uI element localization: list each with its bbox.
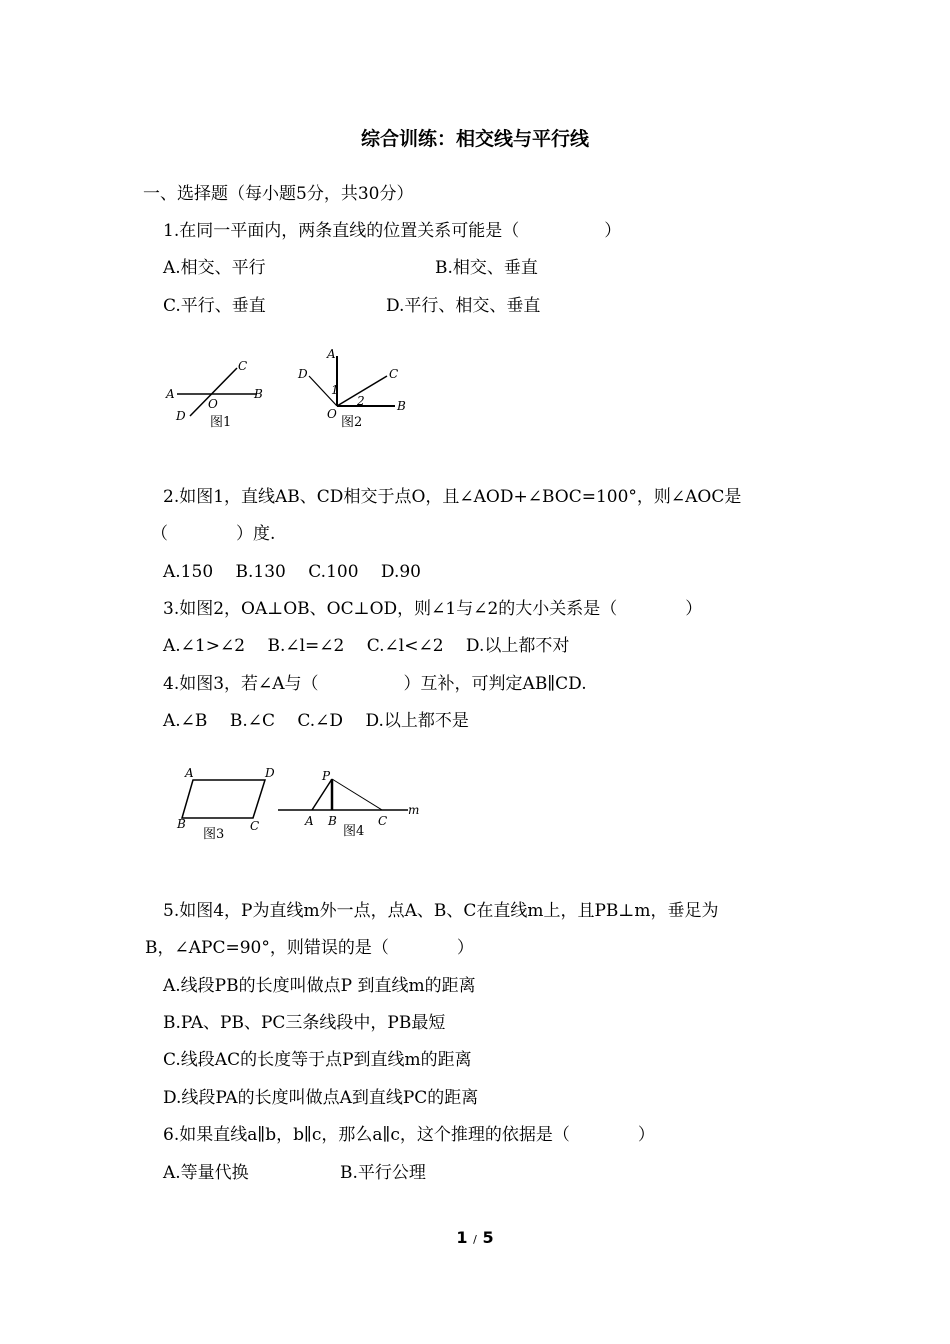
q1-option-d: D.平行、相交、垂直 (386, 296, 541, 316)
label-m: m (408, 803, 420, 817)
q5-option-b: B.PA、PB、PC三条线段中，PB最短 (163, 1013, 446, 1033)
figure-1-caption: 图1 (210, 415, 232, 430)
label-a: A (305, 814, 314, 828)
label-c: C (389, 367, 399, 381)
page-number (0, 1228, 950, 1247)
figure-3 (175, 765, 285, 845)
section-heading: 一、选择题（每小题5分，共30分） (143, 184, 414, 204)
q6-option-a: A.等量代换 (163, 1163, 249, 1183)
label-c: C (250, 819, 260, 833)
label-b: B (397, 399, 406, 413)
label-b: B (328, 814, 337, 828)
label-o: O (327, 407, 337, 421)
total-pages: 5 (482, 1228, 494, 1247)
figure-2 (295, 348, 415, 433)
q4-options: A.∠B B.∠C C.∠D D.以上都不是 (163, 711, 469, 731)
figure-4 (275, 765, 425, 845)
label-c: C (238, 359, 248, 373)
question-3: 3.如图2，OA⊥OB、OC⊥OD，则∠1与∠2的大小关系是（ ） (163, 599, 703, 619)
figure-1 (160, 358, 270, 433)
parallelogram-abcd (182, 780, 265, 818)
page-separator: / (473, 1233, 477, 1246)
q5-option-d: D.线段PA的长度叫做点A到直线PC的距离 (163, 1088, 479, 1108)
question-2-line-2: （ ）度. (151, 524, 276, 544)
label-a: A (185, 766, 194, 780)
question-5-line-2: B，∠APC=90°，则错误的是（ ） (145, 938, 474, 958)
question-1: 1.在同一平面内，两条直线的位置关系可能是（ ） (163, 221, 622, 241)
label-b: B (254, 387, 263, 401)
q5-option-a: A.线段PB的长度叫做点P 到直线m的距离 (163, 976, 476, 996)
label-d: D (176, 409, 186, 423)
label-a: A (166, 387, 175, 401)
label-c: C (378, 814, 388, 828)
label-p: P (322, 769, 331, 783)
angle-1: 1 (331, 383, 339, 397)
question-2-line-1: 2.如图1，直线AB、CD相交于点O，且∠AOD+∠BOC=100°，则∠AOC是 (163, 487, 742, 507)
q1-option-a: A.相交、平行 (163, 258, 266, 278)
label-o: O (208, 397, 218, 411)
angle-2: 2 (357, 394, 365, 408)
label-b: B (177, 817, 186, 831)
figure-3-caption: 图3 (203, 827, 225, 842)
label-a: A (327, 347, 336, 361)
figure-4-caption: 图4 (343, 824, 365, 839)
page-title: 综合训练：相交线与平行线 (360, 128, 589, 150)
question-4: 4.如图3，若∠A与（ ）互补，可判定AB∥CD. (163, 674, 587, 694)
question-5-line-1: 5.如图4，P为直线m外一点，点A、B、C在直线m上，且PB⊥m，垂足为 (163, 901, 719, 921)
segment-pc (332, 779, 382, 810)
q1-option-c: C.平行、垂直 (163, 296, 266, 316)
label-d: D (298, 367, 308, 381)
label-d: D (265, 766, 275, 780)
q1-option-b: B.相交、垂直 (435, 258, 538, 278)
q6-option-b: B.平行公理 (340, 1163, 426, 1183)
figure-2-caption: 图2 (341, 415, 363, 430)
current-page: 1 (456, 1228, 468, 1247)
q3-options: A.∠1>∠2 B.∠l=∠2 C.∠l<∠2 D.以上都不对 (163, 636, 570, 656)
question-6: 6.如果直线a∥b，b∥c，那么a∥c，这个推理的依据是（ ） (163, 1125, 655, 1145)
segment-pa (312, 779, 332, 810)
q2-options: A.150 B.130 C.100 D.90 (163, 562, 421, 582)
q5-option-c: C.线段AC的长度等于点P到直线m的距离 (163, 1050, 472, 1070)
